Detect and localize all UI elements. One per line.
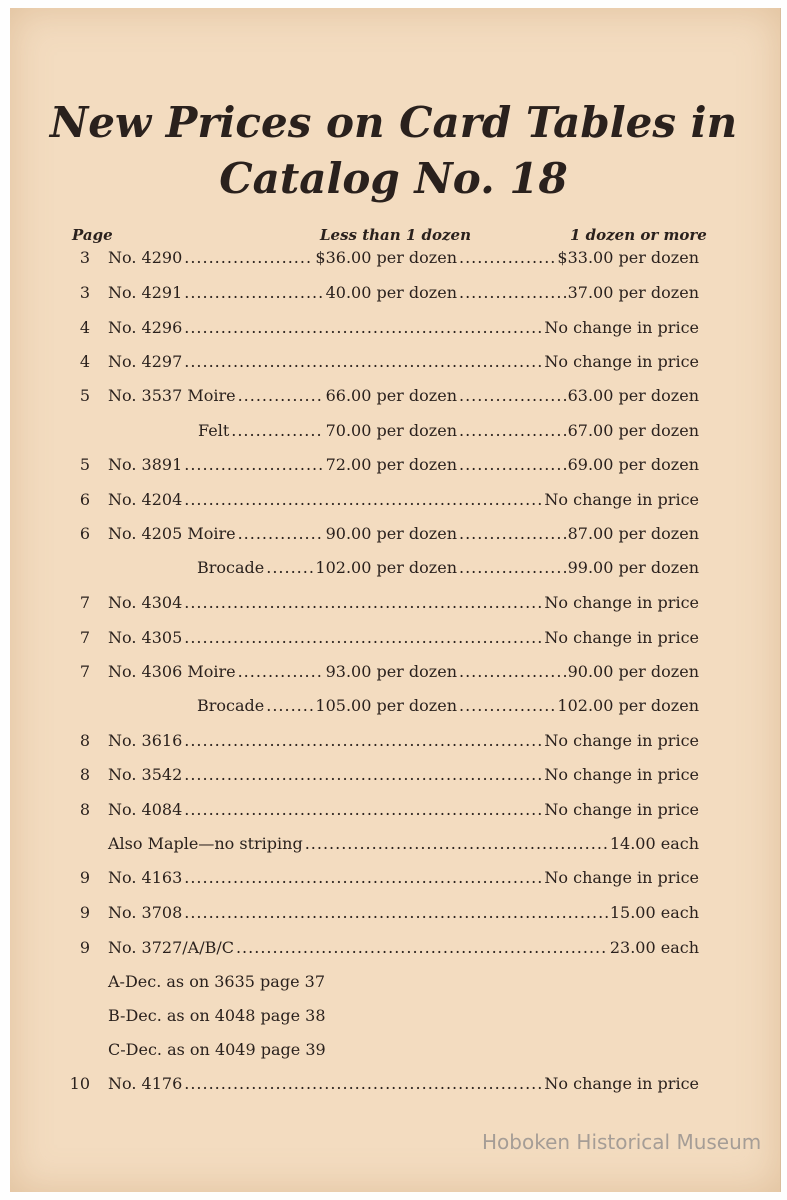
row-item: No. 4291 — [108, 283, 183, 302]
dot-leader — [184, 283, 323, 302]
row-more-price: No change in price — [544, 868, 699, 887]
row-more-price: $33.00 per dozen — [557, 248, 699, 267]
row-page: 3 — [79, 248, 90, 267]
dot-leader — [305, 834, 608, 853]
dot-leader — [184, 248, 313, 267]
table-row — [0, 731, 787, 761]
dot-leader — [184, 455, 323, 474]
row-page: 3 — [79, 283, 90, 302]
table-row — [0, 1040, 787, 1070]
dot-leader — [459, 248, 555, 267]
table-row — [0, 455, 787, 485]
row-more-price: 69.00 per dozen — [567, 455, 699, 474]
row-more-price: No change in price — [544, 1074, 699, 1093]
dot-leader — [238, 662, 324, 681]
dot-leader — [459, 696, 555, 715]
row-less-price: 40.00 per dozen — [325, 283, 457, 302]
row-item: No. 3542 — [108, 765, 183, 784]
header-page: Page — [72, 226, 113, 244]
row-page: 9 — [79, 903, 90, 922]
row-item: No. 3727/A/B/C — [108, 938, 234, 957]
table-row — [0, 972, 787, 1002]
dot-leader — [238, 524, 324, 543]
dot-leader — [184, 490, 542, 509]
row-more-price: No change in price — [544, 731, 699, 750]
dot-leader — [184, 731, 542, 750]
dot-leader — [459, 524, 566, 543]
row-more-price: No change in price — [544, 318, 699, 337]
dot-leader — [184, 903, 608, 922]
row-item: Brocade — [197, 696, 265, 715]
table-row — [0, 696, 787, 726]
dot-leader — [184, 1074, 542, 1093]
row-page: 7 — [79, 628, 90, 647]
row-more-price: 23.00 each — [609, 938, 699, 957]
dot-leader — [236, 938, 608, 957]
table-row — [0, 765, 787, 795]
table-row — [0, 248, 787, 278]
row-less-price: 70.00 per dozen — [325, 421, 457, 440]
row-less-price: $36.00 per dozen — [315, 248, 457, 267]
dot-leader — [184, 318, 542, 337]
row-more-price: 15.00 each — [609, 903, 699, 922]
row-item: No. 3616 — [108, 731, 183, 750]
row-page: 6 — [79, 524, 90, 543]
row-page: 5 — [79, 455, 90, 474]
row-less-price: 66.00 per dozen — [325, 386, 457, 405]
table-row — [0, 386, 787, 416]
row-item: No. 4297 — [108, 352, 183, 371]
row-more-price: No change in price — [544, 352, 699, 371]
row-item: No. 4296 — [108, 318, 183, 337]
dot-leader — [459, 283, 566, 302]
row-more-price: 37.00 per dozen — [567, 283, 699, 302]
dot-leader — [184, 628, 542, 647]
table-row — [0, 903, 787, 933]
row-item: No. 3708 — [108, 903, 183, 922]
dot-leader — [238, 386, 324, 405]
row-item: Brocade — [197, 558, 265, 577]
table-row — [0, 834, 787, 864]
row-item: No. 4305 — [108, 628, 183, 647]
row-more-price: 102.00 per dozen — [557, 696, 699, 715]
table-row — [0, 421, 787, 451]
row-page: 8 — [79, 765, 90, 784]
row-item: No. 4306 Moire — [108, 662, 236, 681]
table-row — [0, 593, 787, 623]
row-item: Also Maple—no striping — [108, 834, 303, 853]
row-page: 9 — [79, 938, 90, 957]
row-page: 7 — [79, 662, 90, 681]
dot-leader — [231, 421, 323, 440]
dot-leader — [184, 593, 542, 612]
row-more-price: 63.00 per dozen — [567, 386, 699, 405]
watermark: Hoboken Historical Museum — [482, 1130, 762, 1154]
dot-leader — [184, 800, 542, 819]
dot-leader — [459, 386, 566, 405]
table-row — [0, 490, 787, 520]
row-item: No. 4163 — [108, 868, 183, 887]
table-row — [0, 662, 787, 692]
row-item: No. 4205 Moire — [108, 524, 236, 543]
row-item: No. 4204 — [108, 490, 183, 509]
dot-leader — [184, 868, 542, 887]
row-more-price: 90.00 per dozen — [567, 662, 699, 681]
table-row — [0, 1006, 787, 1036]
row-more-price: No change in price — [544, 628, 699, 647]
table-row — [0, 1074, 787, 1104]
row-page: 9 — [79, 868, 90, 887]
row-item: No. 4290 — [108, 248, 183, 267]
row-page: 7 — [79, 593, 90, 612]
row-more-price: 87.00 per dozen — [567, 524, 699, 543]
row-item: No. 3537 Moire — [108, 386, 236, 405]
dot-leader — [266, 696, 313, 715]
page-title-line-2: Catalog No. 18 — [219, 154, 568, 203]
row-page: 4 — [79, 318, 90, 337]
dot-leader — [184, 765, 542, 784]
row-more-price: No change in price — [544, 490, 699, 509]
table-row — [0, 628, 787, 658]
row-page: 4 — [79, 352, 90, 371]
dot-leader — [459, 455, 566, 474]
table-row — [0, 938, 787, 968]
table-row — [0, 800, 787, 830]
row-more-price: 99.00 per dozen — [567, 558, 699, 577]
dot-leader — [184, 352, 542, 371]
row-page: 8 — [79, 800, 90, 819]
row-item: C-Dec. as on 4049 page 39 — [108, 1040, 326, 1059]
row-more-price: No change in price — [544, 593, 699, 612]
dot-leader — [459, 421, 566, 440]
table-row — [0, 283, 787, 313]
row-item: No. 3891 — [108, 455, 183, 474]
table-row — [0, 868, 787, 898]
row-item: No. 4084 — [108, 800, 183, 819]
row-item: No. 4304 — [108, 593, 183, 612]
header-less-than-dozen: Less than 1 dozen — [320, 226, 472, 244]
row-page: 6 — [79, 490, 90, 509]
row-more-price: No change in price — [544, 800, 699, 819]
header-dozen-or-more: 1 dozen or more — [570, 226, 707, 244]
row-item: A-Dec. as on 3635 page 37 — [108, 972, 325, 991]
dot-leader — [459, 558, 566, 577]
row-less-price: 93.00 per dozen — [325, 662, 457, 681]
row-less-price: 102.00 per dozen — [315, 558, 457, 577]
table-row — [0, 558, 787, 588]
row-item: Felt — [198, 421, 230, 440]
row-page: 5 — [79, 386, 90, 405]
row-less-price: 90.00 per dozen — [325, 524, 457, 543]
table-row — [0, 352, 787, 382]
dot-leader — [266, 558, 313, 577]
dot-leader — [459, 662, 566, 681]
row-item: B-Dec. as on 4048 page 38 — [108, 1006, 326, 1025]
row-page: 8 — [79, 731, 90, 750]
row-page: 10 — [69, 1074, 90, 1093]
table-row — [0, 524, 787, 554]
row-less-price: 72.00 per dozen — [325, 455, 457, 474]
page-title-line-1: New Prices on Card Tables in — [49, 98, 738, 147]
row-item: No. 4176 — [108, 1074, 183, 1093]
row-more-price: No change in price — [544, 765, 699, 784]
table-row — [0, 318, 787, 348]
row-more-price: 67.00 per dozen — [567, 421, 699, 440]
row-less-price: 105.00 per dozen — [315, 696, 457, 715]
row-more-price: 14.00 each — [609, 834, 699, 853]
